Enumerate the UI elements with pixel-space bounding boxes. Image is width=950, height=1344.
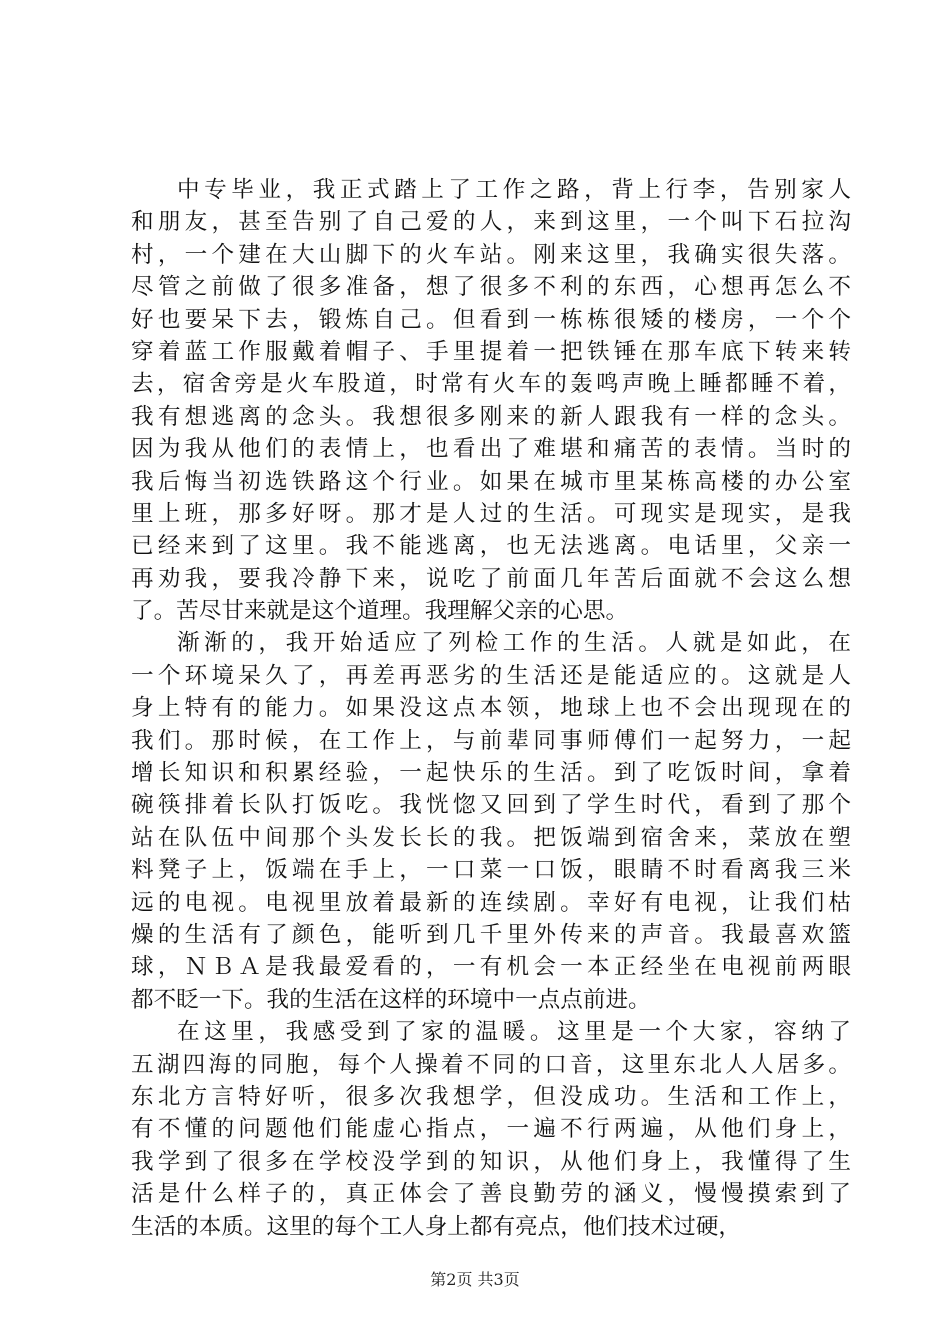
paragraph-3-line: 东北方言特好听，很多次我想学，但没成功。生活和工作上， <box>131 1083 851 1110</box>
paragraph-1-line: 了。苦尽甘来就是这个道理。我理解父亲的心思。 <box>131 598 629 625</box>
paragraph-2-line: 我们。那时候，在工作上，与前辈同事师傅们一起努力，一起 <box>131 727 851 754</box>
paragraph-3-line: 有不懂的问题他们能虚心指点，一遍不行两遍，从他们身上， <box>131 1116 851 1143</box>
paragraph-1-line: 村，一个建在大山脚下的火车站。刚来这里，我确实很失落。 <box>131 241 851 268</box>
paragraph-1-line: 已经来到了这里。我不能逃离，也无法逃离。电话里，父亲一 <box>131 533 851 560</box>
paragraph-1-line: 我后悔当初选铁路这个行业。如果在城市里某栋高楼的办公室 <box>131 468 851 495</box>
paragraph-2-line: 站在队伍中间那个头发长长的我。把饭端到宿舍来，菜放在塑 <box>131 824 851 851</box>
paragraph-1-line: 尽管之前做了很多准备，想了很多不利的东西，心想再怎么不 <box>131 274 851 301</box>
paragraph-2-line: 碗筷排着长队打饭吃。我恍惚又回到了学生时代，看到了那个 <box>131 792 851 819</box>
paragraph-3-line: 生活的本质。这里的每个工人身上都有亮点，他们技术过硬， <box>131 1213 742 1240</box>
paragraph-1-line: 穿着蓝工作服戴着帽子、手里提着一把铁锤在那车底下转来转 <box>131 338 851 365</box>
paragraph-1-line: 再劝我，要我冷静下来，说吃了前面几年苦后面就不会这么想 <box>131 565 851 592</box>
paragraph-3-line: 五湖四海的同胞，每个人操着不同的口音，这里东北人人居多。 <box>131 1051 851 1078</box>
paragraph-1-line: 我有想逃离的念头。我想很多刚来的新人跟我有一样的念头。 <box>131 403 851 430</box>
paragraph-2-line: 燥的生活有了颜色，能听到几千里外传来的声音。我最喜欢篮 <box>131 921 851 948</box>
paragraph-1-line: 中专毕业，我正式踏上了工作之路，背上行李，告别家人 <box>177 177 851 203</box>
paragraph-2-line: 料凳子上，饭端在手上，一口菜一口饭，眼睛不时看离我三米 <box>131 857 851 884</box>
paragraph-1-line: 里上班，那多好呀。那才是人过的生活。可现实是现实，是我 <box>131 500 851 527</box>
paragraph-1-line: 好也要呆下去，锻炼自己。但看到一栋栋很矮的楼房，一个个 <box>131 306 851 333</box>
paragraph-2-line: 增长知识和积累经验，一起快乐的生活。到了吃饭时间，拿着 <box>131 760 851 787</box>
paragraph-3-line: 活是什么样子的，真正体会了善良勤劳的涵义，慢慢摸索到了 <box>131 1181 851 1208</box>
paragraph-2-line: 身上特有的能力。如果没这点本领，地球上也不会出现现在的 <box>131 695 851 722</box>
paragraph-2-line: 都不眨一下。我的生活在这样的环境中一点点前进。 <box>131 986 651 1013</box>
paragraph-3-line: 在这里，我感受到了家的温暖。这里是一个大家，容纳了 <box>177 1019 851 1046</box>
paragraph-1-line: 和朋友，甚至告别了自己爱的人，来到这里，一个叫下石拉沟 <box>131 209 851 236</box>
paragraph-3-line: 我学到了很多在学校没学到的知识，从他们身上，我懂得了生 <box>131 1148 851 1175</box>
paragraph-2-line: 一个环境呆久了，再差再恶劣的生活还是能适应的。这就是人 <box>131 662 851 689</box>
paragraph-1-line: 因为我从他们的表情上，也看出了难堪和痛苦的表情。当时的 <box>131 436 851 463</box>
body-text <box>131 174 851 1243</box>
page-footer: 第2页 共3页 <box>430 1270 520 1289</box>
paragraph-2-line: 渐渐的，我开始适应了列检工作的生活。人就是如此，在 <box>177 630 851 657</box>
paragraph-1-line: 去，宿舍旁是火车股道，时常有火车的轰鸣声晚上睡都睡不着， <box>131 371 851 398</box>
paragraph-2-line: 球，ＮＢＡ是我最爱看的，一有机会一本正经坐在电视前两眼 <box>131 954 851 981</box>
paragraph-2-line: 远的电视。电视里放着最新的连续剧。幸好有电视，让我们枯 <box>131 889 851 916</box>
